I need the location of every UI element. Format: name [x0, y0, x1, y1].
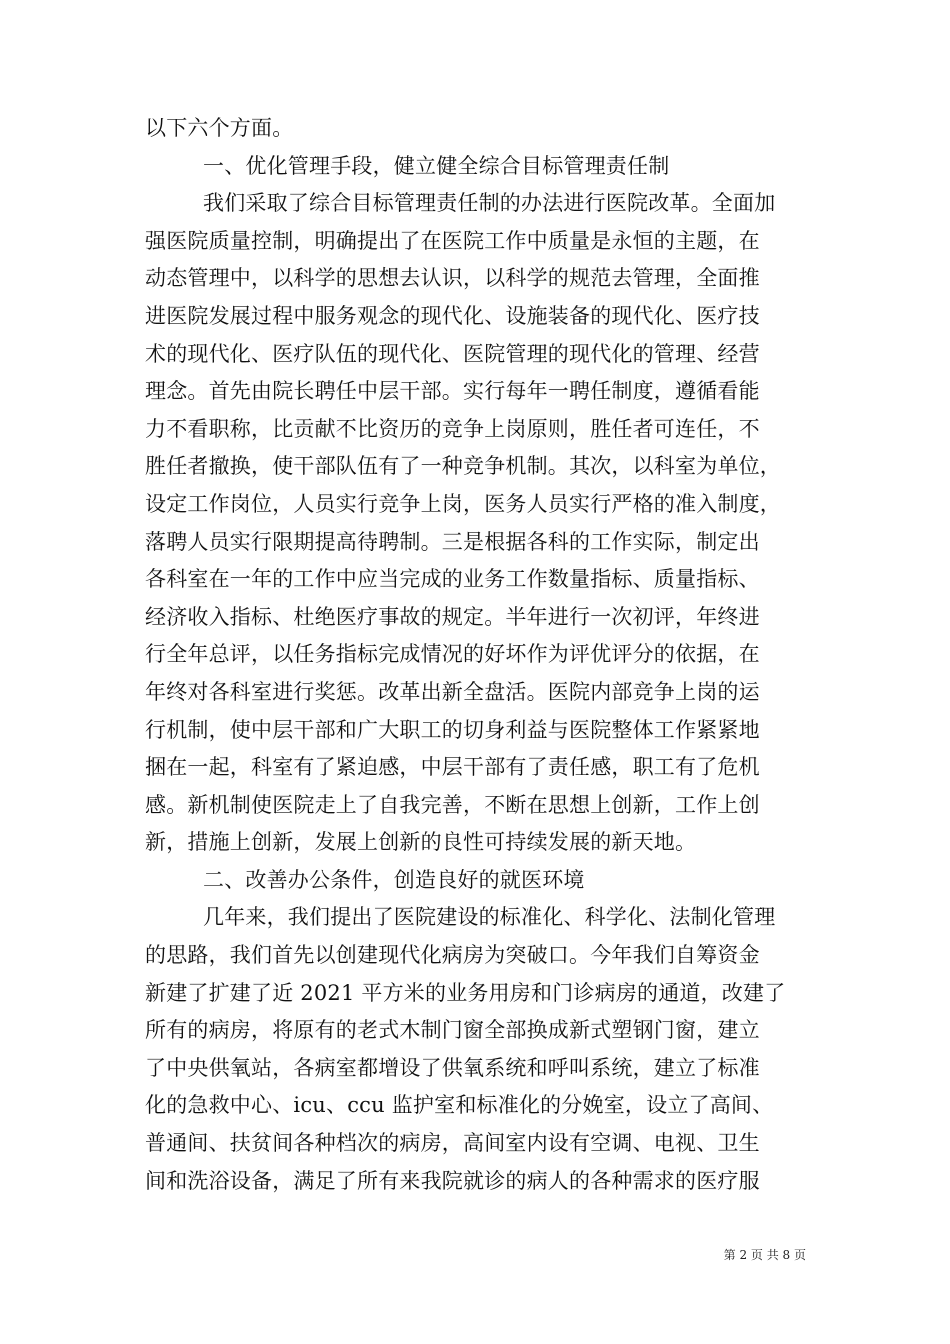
- text-line: 术的现代化、医疗队伍的现代化、医院管理的现代化的管理、经营: [145, 341, 760, 366]
- text-line: 强医院质量控制，明确提出了在医院工作中质量是永恒的主题，在: [145, 228, 760, 253]
- text-line: 胜任者撤换，使干部队伍有了一种竞争机制。其次，以科室为单位，: [145, 454, 781, 479]
- text-line: 理念。首先由院长聘任中层干部。实行每年一聘任制度，遵循看能: [145, 379, 760, 404]
- text-line: 动态管理中，以科学的思想去认识，以科学的规范去管理，全面推: [145, 266, 760, 291]
- text-line: 力不看职称，比贡献不比资历的竞争上岗原则，胜任者可连任，不: [145, 416, 760, 441]
- text-line: 间和洗浴设备，满足了所有来我院就诊的病人的各种需求的医疗服: [145, 1168, 760, 1193]
- section-heading-1: 一、优化管理手段，健立健全综合目标管理责任制: [203, 153, 670, 178]
- section-heading-2: 二、改善办公条件，创造良好的就医环境: [203, 867, 585, 892]
- text-line: 落聘人员实行限期提高待聘制。三是根据各科的工作实际，制定出: [145, 529, 760, 554]
- text-line: 行机制，使中层干部和广大职工的切身利益与医院整体工作紧紧地: [145, 717, 760, 742]
- text-line: 化的急救中心、icu、ccu 监护室和标准化的分娩室，设立了高间、: [145, 1093, 774, 1118]
- body-text: [145, 110, 810, 1200]
- text-line: 几年来，我们提出了医院建设的标准化、科学化、法制化管理: [203, 905, 776, 930]
- text-line: 新，措施上创新，发展上创新的良性可持续发展的新天地。: [145, 830, 697, 855]
- text-line: 以下六个方面。: [145, 116, 294, 140]
- text-line: 进医院发展过程中服务观念的现代化、设施装备的现代化、医疗技: [145, 303, 760, 328]
- text-line: 行全年总评，以任务指标完成情况的好坏作为评优评分的依据，在: [145, 642, 760, 667]
- text-line: 新建了扩建了近 2021 平方米的业务用房和门诊病房的通道，改建了: [145, 980, 786, 1005]
- text-line: 年终对各科室进行奖惩。改革出新全盘活。医院内部竞争上岗的运: [145, 679, 760, 704]
- text-line: 所有的病房，将原有的老式木制门窗全部换成新式塑钢门窗，建立: [145, 1018, 760, 1043]
- text-line: 感。新机制使医院走上了自我完善，不断在思想上创新，工作上创: [145, 792, 760, 817]
- text-line: 我们采取了综合目标管理责任制的办法进行医院改革。全面加: [203, 191, 776, 216]
- text-line: 经济收入指标、杜绝医疗事故的规定。半年进行一次初评，年终进: [145, 604, 760, 629]
- text-line: 普通间、扶贫间各种档次的病房，高间室内设有空调、电视、卫生: [145, 1131, 760, 1156]
- page-number: 第 2 页 共 8 页: [723, 1248, 806, 1262]
- text-line: 的思路，我们首先以创建现代化病房为突破口。今年我们自筹资金: [145, 943, 760, 968]
- text-line: 了中央供氧站，各病室都增设了供氧系统和呼叫系统，建立了标准: [145, 1055, 760, 1080]
- text-line: 设定工作岗位，人员实行竞争上岗，医务人员实行严格的准入制度，: [145, 491, 781, 516]
- text-line: 各科室在一年的工作中应当完成的业务工作数量指标、质量指标、: [145, 567, 760, 592]
- text-line: 捆在一起，科室有了紧迫感，中层干部有了责任感，职工有了危机: [145, 755, 760, 780]
